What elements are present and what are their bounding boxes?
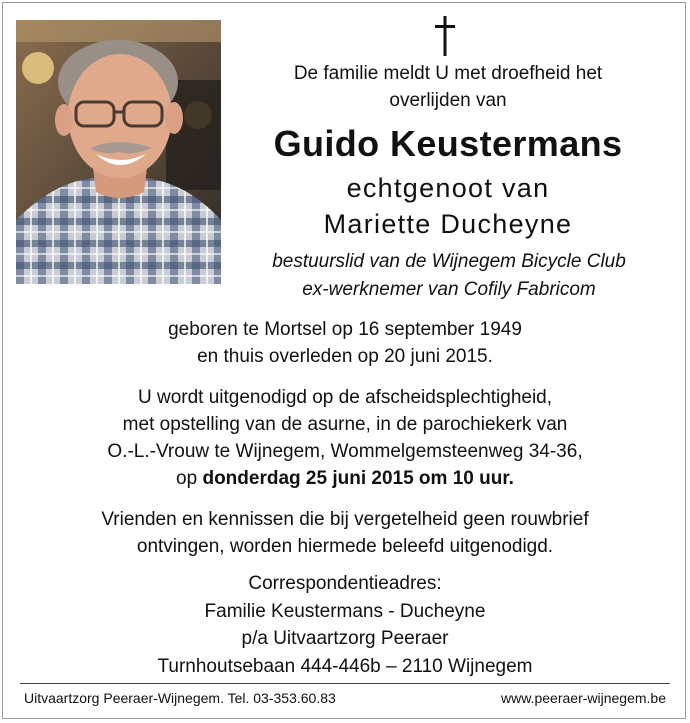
- death-line: en thuis overleden op 20 juni 2015.: [197, 346, 493, 367]
- intro-line-1: De familie meldt U met droefheid het: [293, 63, 603, 84]
- footer-contact: Uitvaartzorg Peeraer-Wijnegem. Tel. 03-353.60.83: [24, 690, 336, 706]
- ceremony-line-2: met opstelling van de asurne, in de parochiekerk van: [122, 414, 568, 435]
- ceremony-block: [20, 384, 670, 492]
- footer-website[interactable]: www.peeraer-wijnegem.be: [501, 690, 666, 706]
- role-line-2: ex-werknemer van Cofily Fabricom: [302, 279, 596, 300]
- correspondence-heading: Correspondentieadres:: [248, 573, 442, 594]
- correspondence-line-3: Turnhoutsebaan 444-446b – 2110 Wijnegem: [157, 655, 533, 677]
- birth-line: geboren te Mortsel op 16 september 1949: [168, 319, 522, 340]
- intro-text: [238, 60, 658, 114]
- ceremony-line-3: O.-L.-Vrouw te Wijnegem, Wommelgemsteenweg 34-36,: [107, 441, 583, 462]
- relation-line: echtgenoot van: [346, 173, 550, 203]
- spouse-block: [238, 170, 658, 242]
- correspondence-line-1: Familie Keustermans - Ducheyne: [204, 600, 486, 622]
- portrait-photo: [16, 20, 221, 284]
- deceased-name: Guido Keustermans: [273, 123, 623, 164]
- ceremony-date-prefix: op: [176, 468, 203, 489]
- friends-line-2: ontvingen, worden hiermede beleefd uitgenodigd.: [136, 536, 554, 557]
- footer-divider: [20, 683, 670, 684]
- friends-block: [20, 506, 670, 560]
- correspondence-line-2: p/a Uitvaartzorg Peeraer: [241, 628, 449, 649]
- roles-block: [214, 248, 684, 304]
- spouse-name: Mariette Ducheyne: [323, 209, 573, 239]
- intro-line-2: overlijden van: [389, 90, 507, 111]
- portrait-illustration: [16, 20, 221, 284]
- ceremony-date: donderdag 25 juni 2015 om 10 uur.: [202, 468, 514, 489]
- role-line-1: bestuurslid van de Wijnegem Bicycle Club: [272, 251, 626, 272]
- ceremony-date-line: [20, 465, 670, 492]
- friends-line-1: Vrienden en kennissen die bij vergetelheid geen rouwbrief: [101, 509, 589, 530]
- correspondence-block: [20, 570, 670, 680]
- cross-icon: [432, 14, 458, 58]
- ceremony-line-1: U wordt uitgenodigd op de afscheidsplechtigheid,: [137, 387, 553, 408]
- birth-death-block: [20, 316, 670, 370]
